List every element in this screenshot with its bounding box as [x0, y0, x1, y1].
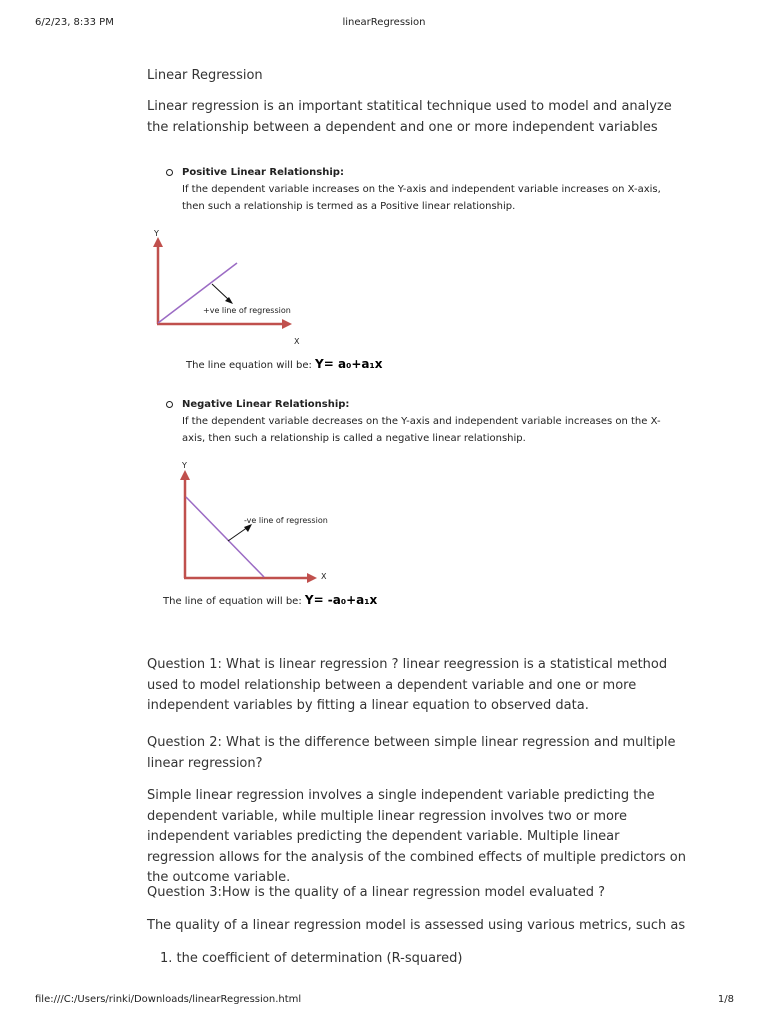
- print-datetime: 6/2/23, 8:33 PM: [35, 17, 114, 28]
- positive-y-axis-label: Y: [154, 229, 159, 238]
- bullet-circle-icon: [166, 169, 173, 176]
- negative-y-axis-label: Y: [182, 461, 187, 470]
- positive-equation-prefix: The line equation will be:: [186, 360, 316, 371]
- negative-y-arrowhead: [180, 470, 190, 480]
- answer-3: The quality of a linear regression model is assessed using various metrics, such as: [147, 918, 686, 933]
- question-3: Question 3:How is the quality of a linear regression model evaluated ?: [147, 885, 605, 900]
- negative-line-label: -ve line of regression: [244, 516, 328, 525]
- positive-y-arrowhead: [153, 237, 163, 247]
- negative-equation-formula: Y= -a₀+a₁x: [304, 593, 378, 607]
- negative-regression-graph: [170, 457, 340, 587]
- positive-regression-graph: [140, 225, 320, 355]
- bullet-circle-icon: [166, 401, 173, 408]
- question-1: Question 1: What is linear regression ? linear reegression is a statistical method used to model relationship between a dependent variable and one or more independent variables by fitting a linear equation to observed data.: [147, 657, 668, 713]
- answer-2: Simple linear regression involves a single independent variable predicting the dependent variable, while multiple linear regression involves two or more independent variables predicting the dependent variable. Multiple linear regression allows for the analysis of the combined effects of multiple predictors on the outcome variable.: [147, 788, 686, 885]
- intro-paragraph: Linear regression is an important statitical technique used to model and analyze the relationship between a dependent and one or more independent variables: [147, 99, 672, 135]
- question-2: Question 2: What is the difference between simple linear regression and multiple linear regression?: [147, 735, 676, 771]
- negative-regression-line: [186, 497, 264, 577]
- positive-description: If the dependent variable increases on the Y-axis and independent variable increases on X-axis, then such a relationship is termed as a Positive linear relationship.: [182, 184, 661, 212]
- positive-relationship-block: [182, 164, 682, 215]
- negative-description: If the dependent variable decreases on the Y-axis and independent variable increases on the X-axis, then such a relationship is called a negative linear relationship.: [182, 416, 661, 444]
- page-heading: Linear Regression: [147, 68, 263, 83]
- print-page-number: 1/8: [717, 994, 734, 1005]
- negative-x-axis-label: X: [321, 572, 327, 581]
- negative-pointer-line: [228, 527, 248, 541]
- negative-equation: [163, 593, 377, 607]
- negative-pointer-arrowhead: [244, 524, 252, 532]
- positive-equation: [186, 357, 382, 371]
- positive-pointer-line: [212, 284, 229, 300]
- list-item-text: the coefficient of determination (R-squared): [176, 951, 463, 966]
- negative-equation-prefix: The line of equation will be:: [163, 596, 305, 607]
- negative-relationship-block: [182, 396, 682, 447]
- positive-x-axis-label: X: [294, 337, 300, 346]
- positive-x-arrowhead: [282, 319, 292, 329]
- negative-x-arrowhead: [307, 573, 317, 583]
- positive-title: Positive Linear Relationship:: [182, 167, 344, 178]
- positive-equation-formula: Y= a₀+a₁x: [315, 357, 383, 371]
- positive-line-label: +ve line of regression: [203, 306, 291, 315]
- list-item-number: 1.: [160, 951, 173, 966]
- list-item: [160, 951, 462, 966]
- negative-title: Negative Linear Relationship:: [182, 399, 350, 410]
- print-file-path: file:///C:/Users/rinki/Downloads/linearRegression.html: [35, 994, 302, 1005]
- print-title: linearRegression: [342, 17, 426, 28]
